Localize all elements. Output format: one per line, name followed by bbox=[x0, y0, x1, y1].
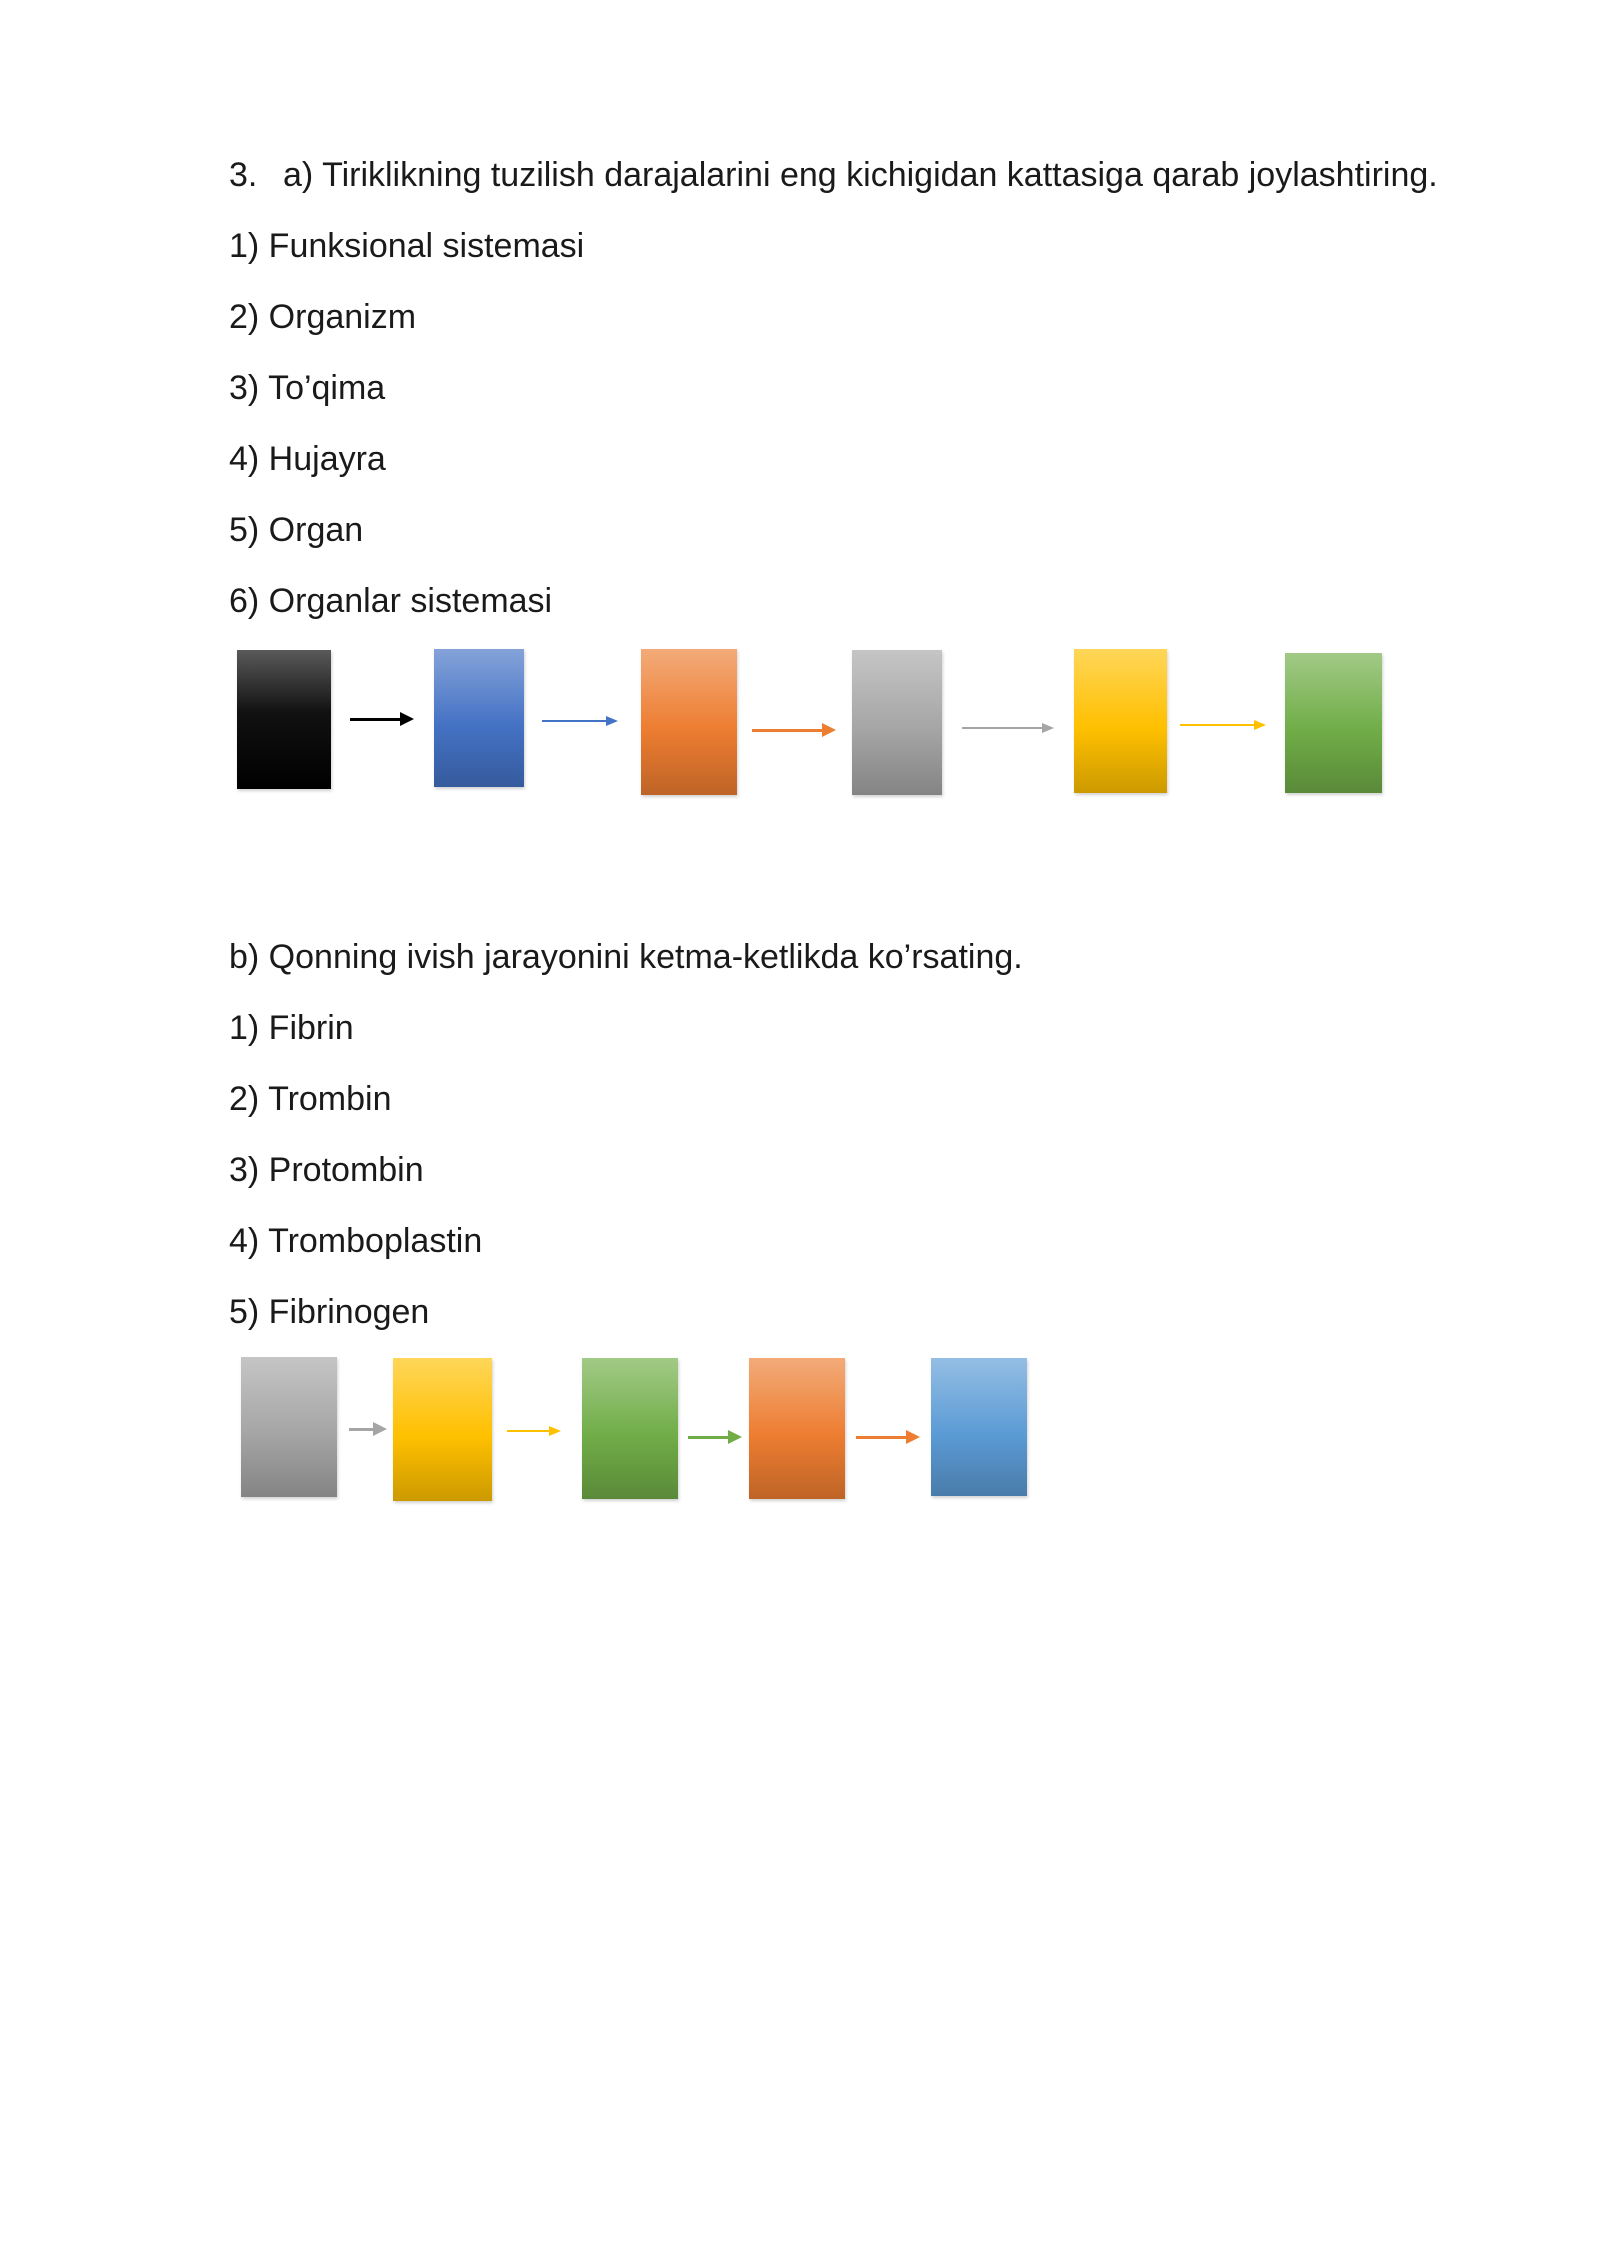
list-item: 2) Organizm bbox=[229, 298, 417, 336]
answer-box bbox=[1285, 653, 1382, 793]
answer-box bbox=[582, 1358, 678, 1499]
list-item: 1) Fibrin bbox=[229, 1009, 354, 1047]
question-3b: b) Qonning ivish jarayonini ketma-ketlikda ko’rsating. bbox=[229, 938, 1023, 976]
answer-box bbox=[237, 650, 331, 789]
question-3a bbox=[229, 155, 1438, 195]
question-text: a) Tiriklikning tuzilish darajalarini eng kichigidan kattasiga qarab joylashtiring. bbox=[283, 156, 1438, 194]
list-item: 4) Hujayra bbox=[229, 440, 386, 478]
list-item: 3) Protombin bbox=[229, 1151, 424, 1189]
list-item: 2) Trombin bbox=[229, 1080, 392, 1118]
list-item: 6) Organlar sistemasi bbox=[229, 582, 553, 620]
answer-box bbox=[641, 649, 737, 795]
list-item: 5) Fibrinogen bbox=[229, 1293, 430, 1331]
answer-box bbox=[434, 649, 524, 787]
list-item: 4) Tromboplastin bbox=[229, 1222, 483, 1260]
answer-box bbox=[241, 1357, 337, 1497]
answer-box bbox=[749, 1358, 845, 1499]
answer-box bbox=[1074, 649, 1167, 793]
answer-box bbox=[852, 650, 942, 795]
list-item: 5) Organ bbox=[229, 511, 364, 549]
answer-box bbox=[931, 1358, 1027, 1496]
answer-box bbox=[393, 1358, 492, 1501]
list-item: 1) Funksional sistemasi bbox=[229, 227, 585, 265]
question-number: 3. bbox=[229, 156, 258, 194]
list-item: 3) To’qima bbox=[229, 369, 386, 407]
